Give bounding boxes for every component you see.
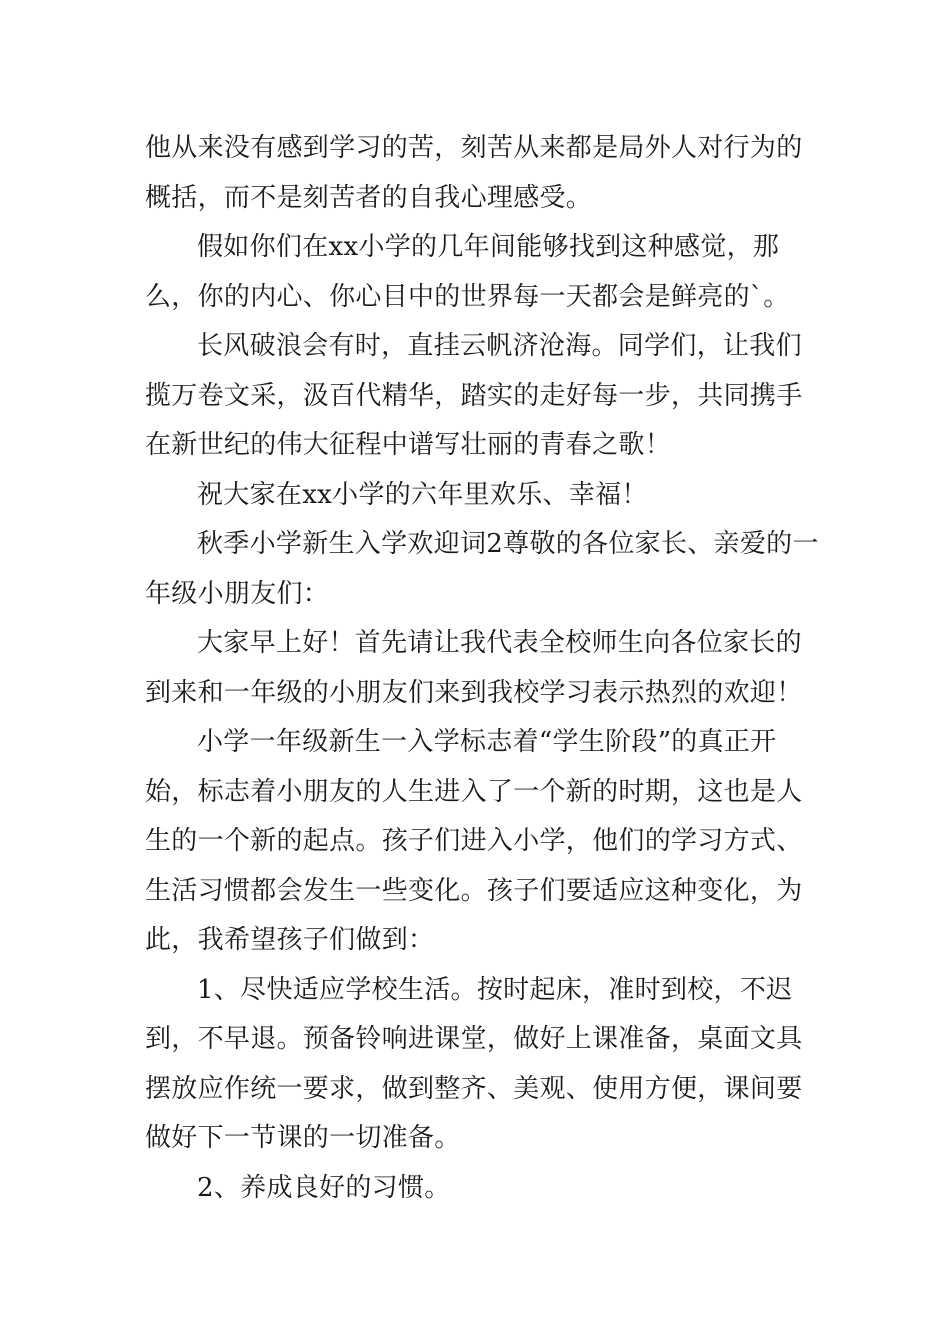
paragraph-1: 他从来没有感到学习的苦，刻苦从来都是局外人对行为的概括，而不是刻苦者的自我心理感受。 [145,133,803,213]
paragraph-9: 2、养成良好的习惯。 [197,1172,451,1203]
document-body [145,124,825,1213]
paragraph-6: 大家早上好！首先请让我代表全校师生向各位家长的到来和一年级的小朋友们来到我校学习表示热烈的欢迎！ [145,628,803,708]
paragraph-7: 小学一年级新生一入学标志着“学生阶段”的真正开始，标志着小朋友的人生进入了一个新的时期，这也是人生的一个新的起点。孩子们进入小学，他们的学习方式、生活习惯都会发生一些变化。孩子们要适应这种变化，为此，我希望孩子们做到： [145,727,803,955]
paragraph-3: 长风破浪会有时，直挂云帆济沧海。同学们，让我们揽万卷文采，汲百代精华，踏实的走好每一步，共同携手在新世纪的伟大征程中谱写壮丽的青春之歌！ [145,331,803,460]
paragraph-5: 秋季小学新生入学欢迎词2尊敬的各位家长、亲爱的一年级小朋友们： [145,529,819,609]
paragraph-2: 假如你们在xx小学的几年间能够找到这种感觉，那么，你的内心、你心目中的世界每一天都会是鲜亮的`。 [145,232,790,312]
paragraph-8: 1、尽快适应学校生活。按时起床，准时到校，不迟到，不早退。预备铃响进课堂，做好上课准备，桌面文具摆放应作统一要求，做到整齐、美观、使用方便，课间要做好下一节课的一切准备。 [145,974,803,1153]
paragraph-4: 祝大家在xx小学的六年里欢乐、幸福！ [197,479,648,510]
